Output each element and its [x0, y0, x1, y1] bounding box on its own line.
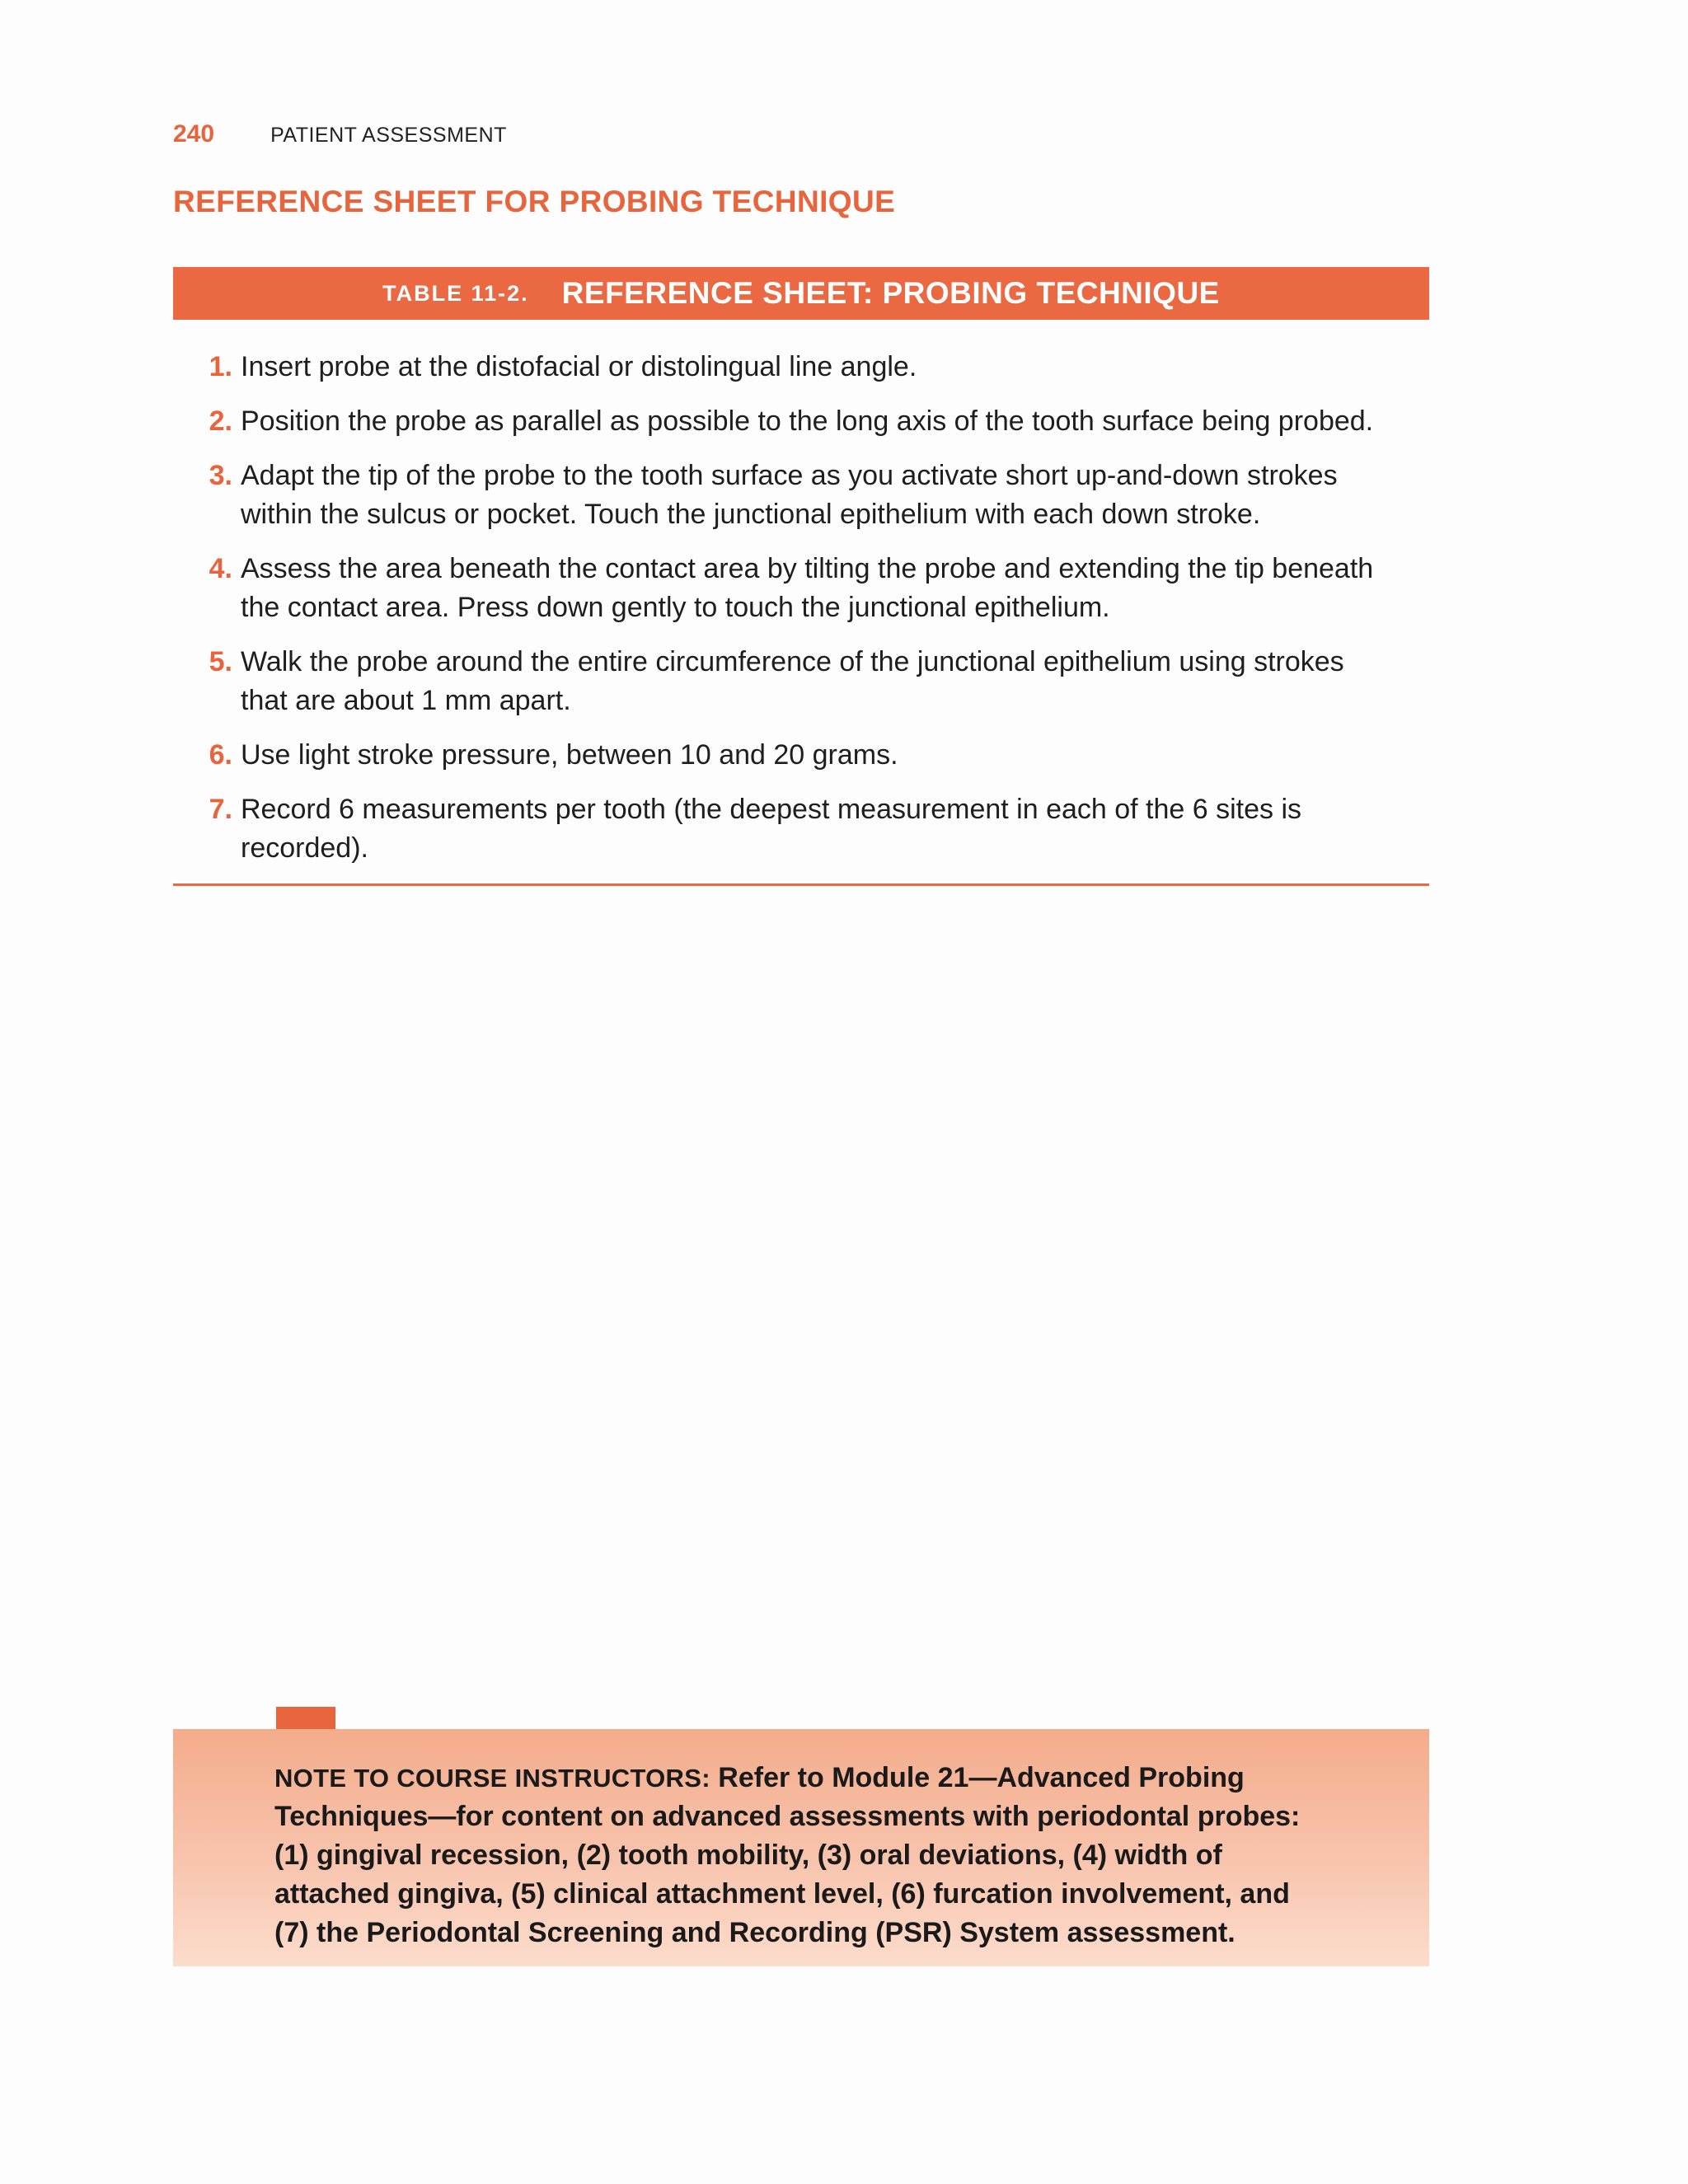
step-number: 7.	[209, 794, 232, 825]
step-text: Position the probe as parallel as possible to the long axis of the tooth surface being probed.	[241, 405, 1374, 437]
step-item	[173, 643, 1429, 720]
page-number: 240	[173, 120, 215, 148]
note-label: NOTE TO COURSE INSTRUCTORS:	[274, 1764, 710, 1793]
section-title: REFERENCE SHEET FOR PROBING TECHNIQUE	[173, 185, 896, 218]
step-number: 1.	[209, 351, 232, 382]
step-text: Walk the probe around the entire circumference of the junctional epithelium using strokes that are about 1 mm apart.	[241, 646, 1344, 716]
step-number: 6.	[209, 739, 232, 771]
step-number: 5.	[209, 646, 232, 677]
step-item	[173, 550, 1429, 627]
instructor-note	[274, 1759, 1306, 1952]
step-item	[173, 348, 1429, 387]
step-number: 4.	[209, 553, 232, 584]
step-item	[173, 457, 1429, 534]
step-text: Insert probe at the distofacial or distolingual line angle.	[241, 351, 917, 382]
instructor-note-box	[173, 1729, 1429, 1966]
step-text: Record 6 measurements per tooth (the deepest measurement in each of the 6 sites is recorded).	[241, 794, 1302, 864]
step-number: 2.	[209, 405, 232, 437]
step-number: 3.	[209, 460, 232, 491]
step-item	[173, 736, 1429, 775]
note-body: Refer to Module 21—Advanced Probing Techniques—for content on advanced assessments with periodontal probes: (1) gingival recession, (2) tooth mobility, (3) oral deviations, (4) width of attached gingiva, (5) clinical attachment level, (6) furcation involvement, and (7) the Periodontal Screening and Recording (PSR) System assessment.	[274, 1762, 1301, 1948]
step-item	[173, 402, 1429, 441]
step-text: Adapt the tip of the probe to the tooth surface as you activate short up-and-down strokes within the sulcus or pocket. Touch the junctional epithelium with each down stroke.	[241, 460, 1338, 530]
step-text: Use light stroke pressure, between 10 and 20 grams.	[241, 739, 898, 771]
table-banner	[173, 267, 1429, 320]
page-header	[173, 120, 507, 148]
step-text: Assess the area beneath the contact area by tilting the probe and extending the tip beneath the contact area. Press down gently to touch the junctional epithelium.	[241, 553, 1374, 623]
step-item	[173, 790, 1429, 868]
running-head: PATIENT ASSESSMENT	[270, 124, 507, 147]
steps-list	[173, 320, 1429, 868]
table-bottom-rule	[173, 883, 1429, 886]
table-label: TABLE 11-2.	[382, 280, 529, 306]
reference-table	[173, 267, 1429, 886]
table-title: REFERENCE SHEET: PROBING TECHNIQUE	[561, 276, 1220, 310]
